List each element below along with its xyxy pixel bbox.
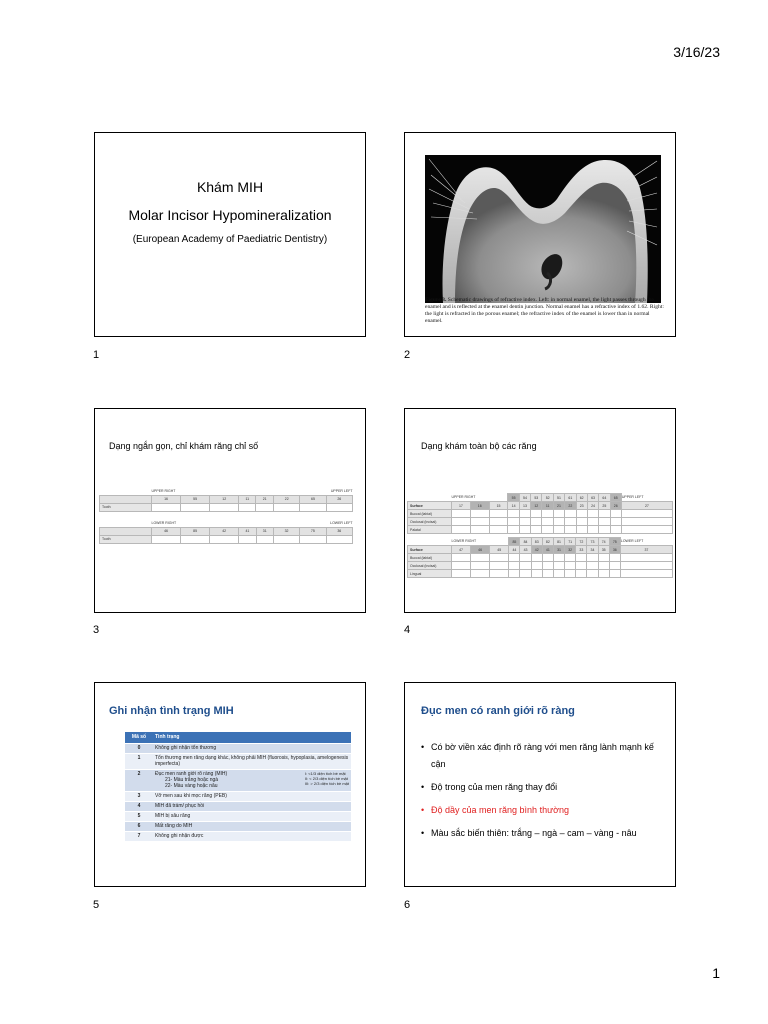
table-row xyxy=(125,821,351,831)
surface-cell[interactable] xyxy=(587,570,598,578)
slide-number: 1 xyxy=(93,349,100,361)
tooth-cell[interactable] xyxy=(152,503,181,511)
surface-cell[interactable] xyxy=(509,570,520,578)
tooth-number: 16 xyxy=(152,495,181,503)
surface-cell[interactable] xyxy=(553,518,564,526)
index-teeth-upper-table xyxy=(99,487,353,512)
upper-right-label: UPPER RIGHT xyxy=(451,495,476,500)
surface-cell[interactable] xyxy=(452,510,471,518)
surface-cell[interactable] xyxy=(531,526,542,534)
tooth-number: 13 xyxy=(519,502,530,510)
surface-cell[interactable] xyxy=(598,554,609,562)
status-code: 5 xyxy=(125,811,153,821)
status-code: 2 xyxy=(125,769,153,791)
slide-4-heading: Dạng khám toàn bộ các răng xyxy=(421,441,537,451)
bullet-item: • Có bờ viền xác định rõ ràng với men răng lành mạnh kế cận xyxy=(421,739,665,773)
tooth-number: 44 xyxy=(509,546,520,554)
tooth-number: 24 xyxy=(587,502,598,510)
tooth-number: 12 xyxy=(531,502,542,510)
status-subtext: 22- Màu vàng hoặc nâu xyxy=(165,783,218,789)
surface-cell[interactable] xyxy=(452,518,471,526)
tooth-cross-section-image xyxy=(425,155,661,303)
surface-cell[interactable] xyxy=(620,570,672,578)
surface-cell[interactable] xyxy=(576,562,587,570)
surface-cell[interactable] xyxy=(471,554,490,562)
tooth-number: 32 xyxy=(565,546,576,554)
surface-cell[interactable] xyxy=(587,554,598,562)
slide-number: 3 xyxy=(93,624,100,636)
surface-cell[interactable] xyxy=(470,518,489,526)
lower-left-label: LOWER LEFT xyxy=(330,520,353,525)
tooth-number: 34 xyxy=(587,546,598,554)
tooth-cell[interactable] xyxy=(210,535,239,543)
surface-cell[interactable] xyxy=(565,510,576,518)
status-code: 0 xyxy=(125,743,153,753)
surface-cell[interactable] xyxy=(471,562,490,570)
surface-row-label: Occlusal (incisal) xyxy=(408,562,452,570)
tooth-number: 37 xyxy=(620,546,672,554)
tooth-number: 65 xyxy=(300,495,326,503)
table-row xyxy=(125,811,351,821)
surface-row-label: Buccal (labial) xyxy=(408,554,452,562)
tooth-number: 81 xyxy=(553,538,564,546)
surface-cell[interactable] xyxy=(531,510,542,518)
tooth-number: 82 xyxy=(542,538,553,546)
surface-cell[interactable] xyxy=(520,554,531,562)
tooth-number: 61 xyxy=(565,494,576,502)
surface-cell[interactable] xyxy=(519,518,530,526)
status-text: Vỡ men sau khi mọc răng (PEB) xyxy=(153,791,351,801)
surface-cell[interactable] xyxy=(576,526,587,534)
tooth-number: 64 xyxy=(599,494,610,502)
surface-cell[interactable] xyxy=(599,518,610,526)
tooth-number: 11 xyxy=(239,495,256,503)
surface-label: Surface xyxy=(408,502,452,510)
slide-3 xyxy=(94,408,366,613)
bullet-list xyxy=(421,739,665,848)
surface-cell[interactable] xyxy=(452,554,471,562)
tooth-number: 33 xyxy=(576,546,587,554)
surface-cell[interactable] xyxy=(519,526,530,534)
tooth-number: 83 xyxy=(531,538,542,546)
surface-cell[interactable] xyxy=(576,510,587,518)
table-row xyxy=(125,801,351,811)
slide-number: 2 xyxy=(404,349,411,361)
tooth-number: 52 xyxy=(542,494,553,502)
surface-row-label: Buccal (labial) xyxy=(408,510,452,518)
status-text: Đục men ranh giới rõ ràng (MIH) xyxy=(155,771,228,777)
full-teeth-upper-table xyxy=(407,493,673,534)
tooth-number: 21 xyxy=(553,502,564,510)
tooth-number: 47 xyxy=(452,546,471,554)
surface-cell[interactable] xyxy=(587,518,598,526)
surface-cell[interactable] xyxy=(553,570,564,578)
tooth-cell[interactable] xyxy=(300,503,326,511)
surface-cell[interactable] xyxy=(565,526,576,534)
slide-1-organization: (European Academy of Paediatric Dentistry) xyxy=(132,234,328,245)
tooth-cell[interactable] xyxy=(326,535,352,543)
surface-cell[interactable] xyxy=(452,562,471,570)
upper-left-label: UPPER LEFT xyxy=(621,495,644,500)
tooth-cell[interactable] xyxy=(239,503,256,511)
figure-caption-label: Figure 3. xyxy=(425,297,447,303)
surface-cell[interactable] xyxy=(565,562,576,570)
surface-cell[interactable] xyxy=(587,510,598,518)
tooth-number: 17 xyxy=(452,502,471,510)
surface-row-label: Palatal xyxy=(408,526,452,534)
tooth-number: 22 xyxy=(274,495,300,503)
table-row xyxy=(125,743,351,753)
tooth-number: 65 xyxy=(610,494,621,502)
severity-grade: II: < 2/3 diện tích bề mặt xyxy=(304,776,348,781)
lower-right-label: LOWER RIGHT xyxy=(451,539,477,544)
table-row xyxy=(125,753,351,769)
tooth-number: 32 xyxy=(273,527,299,535)
status-code: 6 xyxy=(125,821,153,831)
surface-cell[interactable] xyxy=(565,518,576,526)
status-code: 4 xyxy=(125,801,153,811)
tooth-cell[interactable] xyxy=(181,503,210,511)
row-label: Tooth xyxy=(100,535,152,543)
surface-cell[interactable] xyxy=(489,518,508,526)
tooth-number: 85 xyxy=(509,538,520,546)
surface-cell[interactable] xyxy=(452,526,471,534)
tooth-number: 42 xyxy=(210,527,239,535)
tooth-number: 15 xyxy=(489,502,508,510)
surface-cell[interactable] xyxy=(610,510,621,518)
surface-cell[interactable] xyxy=(519,510,530,518)
status-text: Không ghi nhận được xyxy=(153,831,351,841)
surface-cell[interactable] xyxy=(587,526,598,534)
tooth-number: 31 xyxy=(256,527,273,535)
tooth-number: 26 xyxy=(610,502,621,510)
surface-cell[interactable] xyxy=(531,554,542,562)
tooth-number: 23 xyxy=(576,502,587,510)
surface-cell[interactable] xyxy=(609,554,620,562)
surface-cell[interactable] xyxy=(599,526,610,534)
status-text: Tổn thương men răng dạng khác, không phải MIH (fluorosis, hypoplasia, amelogenesis imperfecta) xyxy=(153,753,351,769)
tooth-number: 12 xyxy=(210,495,239,503)
tooth-number: 43 xyxy=(520,546,531,554)
surface-cell[interactable] xyxy=(587,562,598,570)
surface-row-label: Lingual xyxy=(408,570,452,578)
surface-cell[interactable] xyxy=(489,510,508,518)
tooth-number: 42 xyxy=(531,546,542,554)
tooth-number: 25 xyxy=(599,502,610,510)
surface-cell[interactable] xyxy=(542,518,553,526)
tooth-number: 54 xyxy=(519,494,530,502)
surface-cell[interactable] xyxy=(508,510,519,518)
surface-cell[interactable] xyxy=(609,562,620,570)
mih-status-table xyxy=(125,732,351,841)
status-text-compound xyxy=(153,769,351,791)
tooth-number: 74 xyxy=(598,538,609,546)
slide-6-title: Đục men có ranh giới rõ ràng xyxy=(421,705,575,717)
surface-cell[interactable] xyxy=(520,570,531,578)
surface-cell[interactable] xyxy=(542,562,553,570)
tooth-number: 26 xyxy=(326,495,352,503)
surface-cell[interactable] xyxy=(489,526,508,534)
tooth-number: 41 xyxy=(239,527,256,535)
surface-cell[interactable] xyxy=(542,510,553,518)
surface-cell[interactable] xyxy=(508,526,519,534)
surface-cell[interactable] xyxy=(565,570,576,578)
tooth-number: 53 xyxy=(531,494,542,502)
status-text: Không ghi nhận tổn thương xyxy=(153,743,351,753)
surface-cell[interactable] xyxy=(620,554,672,562)
tooth-number: 41 xyxy=(542,546,553,554)
surface-cell[interactable] xyxy=(598,562,609,570)
slide-number: 5 xyxy=(93,899,100,911)
tooth-number: 46 xyxy=(471,546,490,554)
tooth-number: 62 xyxy=(576,494,587,502)
tooth-number: 73 xyxy=(587,538,598,546)
surface-cell[interactable] xyxy=(520,562,531,570)
tooth-cell[interactable] xyxy=(274,503,300,511)
row-label: Tooth xyxy=(100,503,152,511)
surface-cell[interactable] xyxy=(470,526,489,534)
tooth-cell[interactable] xyxy=(300,535,326,543)
status-text: Mất răng do MIH xyxy=(153,821,351,831)
surface-cell[interactable] xyxy=(470,510,489,518)
surface-cell[interactable] xyxy=(553,554,564,562)
status-text: MIH bị sâu răng xyxy=(153,811,351,821)
surface-cell[interactable] xyxy=(531,570,542,578)
surface-cell[interactable] xyxy=(490,554,509,562)
surface-cell[interactable] xyxy=(565,554,576,562)
figure-caption-text: Schematic drawings of refractive index. Left: in normal enamel, the light passes through the enamel and is reflected at the enamel dentin junction. Normal enamel has a refractive index of 1.62. Right: the light is refracted in the porous enamel; the refractive index of the enamel is lower than in normal enamel. xyxy=(425,297,664,324)
surface-cell[interactable] xyxy=(576,554,587,562)
tooth-cell[interactable] xyxy=(326,503,352,511)
table-row xyxy=(125,769,351,791)
column-header-code: Mã số xyxy=(125,732,153,743)
tooth-number: 36 xyxy=(609,546,620,554)
surface-cell[interactable] xyxy=(471,570,490,578)
slide-3-heading: Dạng ngắn gọn, chỉ khám răng chỉ số xyxy=(109,441,259,451)
table-row xyxy=(125,791,351,801)
slide-number: 6 xyxy=(404,899,411,911)
tooth-number: 31 xyxy=(553,546,564,554)
surface-cell[interactable] xyxy=(531,562,542,570)
surface-cell[interactable] xyxy=(490,570,509,578)
surface-cell[interactable] xyxy=(531,518,542,526)
slide-5 xyxy=(94,682,366,887)
page-date: 3/16/23 xyxy=(673,44,720,60)
surface-cell[interactable] xyxy=(609,570,620,578)
surface-cell[interactable] xyxy=(490,562,509,570)
slide-6 xyxy=(404,682,676,887)
tooth-number: 46 xyxy=(152,527,181,535)
tooth-number: 36 xyxy=(326,527,352,535)
index-teeth-lower-table xyxy=(99,519,353,544)
tooth-number: 75 xyxy=(609,538,620,546)
upper-right-label: UPPER RIGHT xyxy=(151,488,176,493)
full-teeth-lower-table xyxy=(407,537,673,578)
bullet-item: • Độ trong của men răng thay đổi xyxy=(421,779,665,796)
tooth-number: 72 xyxy=(576,538,587,546)
tooth-number: 16 xyxy=(470,502,489,510)
surface-cell[interactable] xyxy=(542,570,553,578)
surface-cell[interactable] xyxy=(610,518,621,526)
tooth-cell[interactable] xyxy=(152,535,181,543)
table-row xyxy=(125,831,351,841)
surface-cell[interactable] xyxy=(508,518,519,526)
tooth-number: 55 xyxy=(181,495,210,503)
tooth-number: 22 xyxy=(565,502,576,510)
column-header-status: Tình trạng xyxy=(153,732,351,743)
status-code: 7 xyxy=(125,831,153,841)
tooth-number: 55 xyxy=(508,494,519,502)
tooth-number: 45 xyxy=(490,546,509,554)
tooth-number: 75 xyxy=(300,527,326,535)
tooth-number: 27 xyxy=(621,502,672,510)
surface-cell[interactable] xyxy=(542,526,553,534)
lower-left-label: LOWER LEFT xyxy=(620,539,644,544)
tooth-number: 35 xyxy=(598,546,609,554)
status-subtext: 21- Màu trắng hoặc ngà xyxy=(165,777,219,783)
slide-1 xyxy=(94,132,366,337)
slide-4 xyxy=(404,408,676,613)
surface-cell[interactable] xyxy=(621,518,672,526)
surface-label: Surface xyxy=(408,546,452,554)
surface-cell[interactable] xyxy=(576,518,587,526)
surface-cell[interactable] xyxy=(599,510,610,518)
status-text: MIH đã trám/ phục hồi xyxy=(153,801,351,811)
tooth-cell[interactable] xyxy=(256,535,273,543)
tooth-number: 21 xyxy=(256,495,274,503)
status-code: 3 xyxy=(125,791,153,801)
surface-cell[interactable] xyxy=(452,570,471,578)
surface-cell[interactable] xyxy=(598,570,609,578)
bullet-item: • Màu sắc biến thiên: trắng – ngà – cam – vàng - nâu xyxy=(421,825,665,842)
severity-grade: III: > 2/3 diện tích bề mặt xyxy=(304,781,349,786)
slide-1-subtitle: Molar Incisor Hypomineralization xyxy=(128,207,332,223)
tooth-cell[interactable] xyxy=(273,535,299,543)
surface-cell[interactable] xyxy=(553,510,564,518)
slide-2 xyxy=(404,132,676,337)
surface-cell[interactable] xyxy=(553,562,564,570)
tooth-number: 85 xyxy=(181,527,210,535)
surface-cell[interactable] xyxy=(621,526,672,534)
bullet-item-highlighted: • Độ dầy của men răng bình thường xyxy=(421,802,665,819)
tooth-number: 84 xyxy=(520,538,531,546)
tooth-number: 71 xyxy=(565,538,576,546)
upper-left-label: UPPER LEFT xyxy=(330,488,353,493)
tooth-number: 14 xyxy=(508,502,519,510)
tooth-number: 51 xyxy=(553,494,564,502)
tooth-cell[interactable] xyxy=(181,535,210,543)
figure-caption xyxy=(425,297,665,325)
slide-number: 4 xyxy=(404,624,411,636)
surface-cell[interactable] xyxy=(542,554,553,562)
page-number: 1 xyxy=(712,965,720,981)
tooth-number: 63 xyxy=(587,494,598,502)
tooth-number: 11 xyxy=(542,502,553,510)
lower-right-label: LOWER RIGHT xyxy=(151,520,177,525)
surface-cell[interactable] xyxy=(553,526,564,534)
status-code: 1 xyxy=(125,753,153,769)
tooth-cell[interactable] xyxy=(239,535,256,543)
slide-1-title: Khám MIH xyxy=(196,179,264,195)
slide-5-title: Ghi nhận tình trạng MIH xyxy=(109,705,234,717)
surface-row-label: Occlusal (incisal) xyxy=(408,518,452,526)
surface-cell[interactable] xyxy=(620,562,672,570)
tooth-cell[interactable] xyxy=(210,503,239,511)
surface-cell[interactable] xyxy=(509,562,520,570)
surface-cell[interactable] xyxy=(610,526,621,534)
severity-grade: I: <1/3 diện tích bề mặt xyxy=(304,771,346,776)
surface-cell[interactable] xyxy=(576,570,587,578)
surface-cell[interactable] xyxy=(621,510,672,518)
surface-cell[interactable] xyxy=(509,554,520,562)
tooth-cell[interactable] xyxy=(256,503,274,511)
